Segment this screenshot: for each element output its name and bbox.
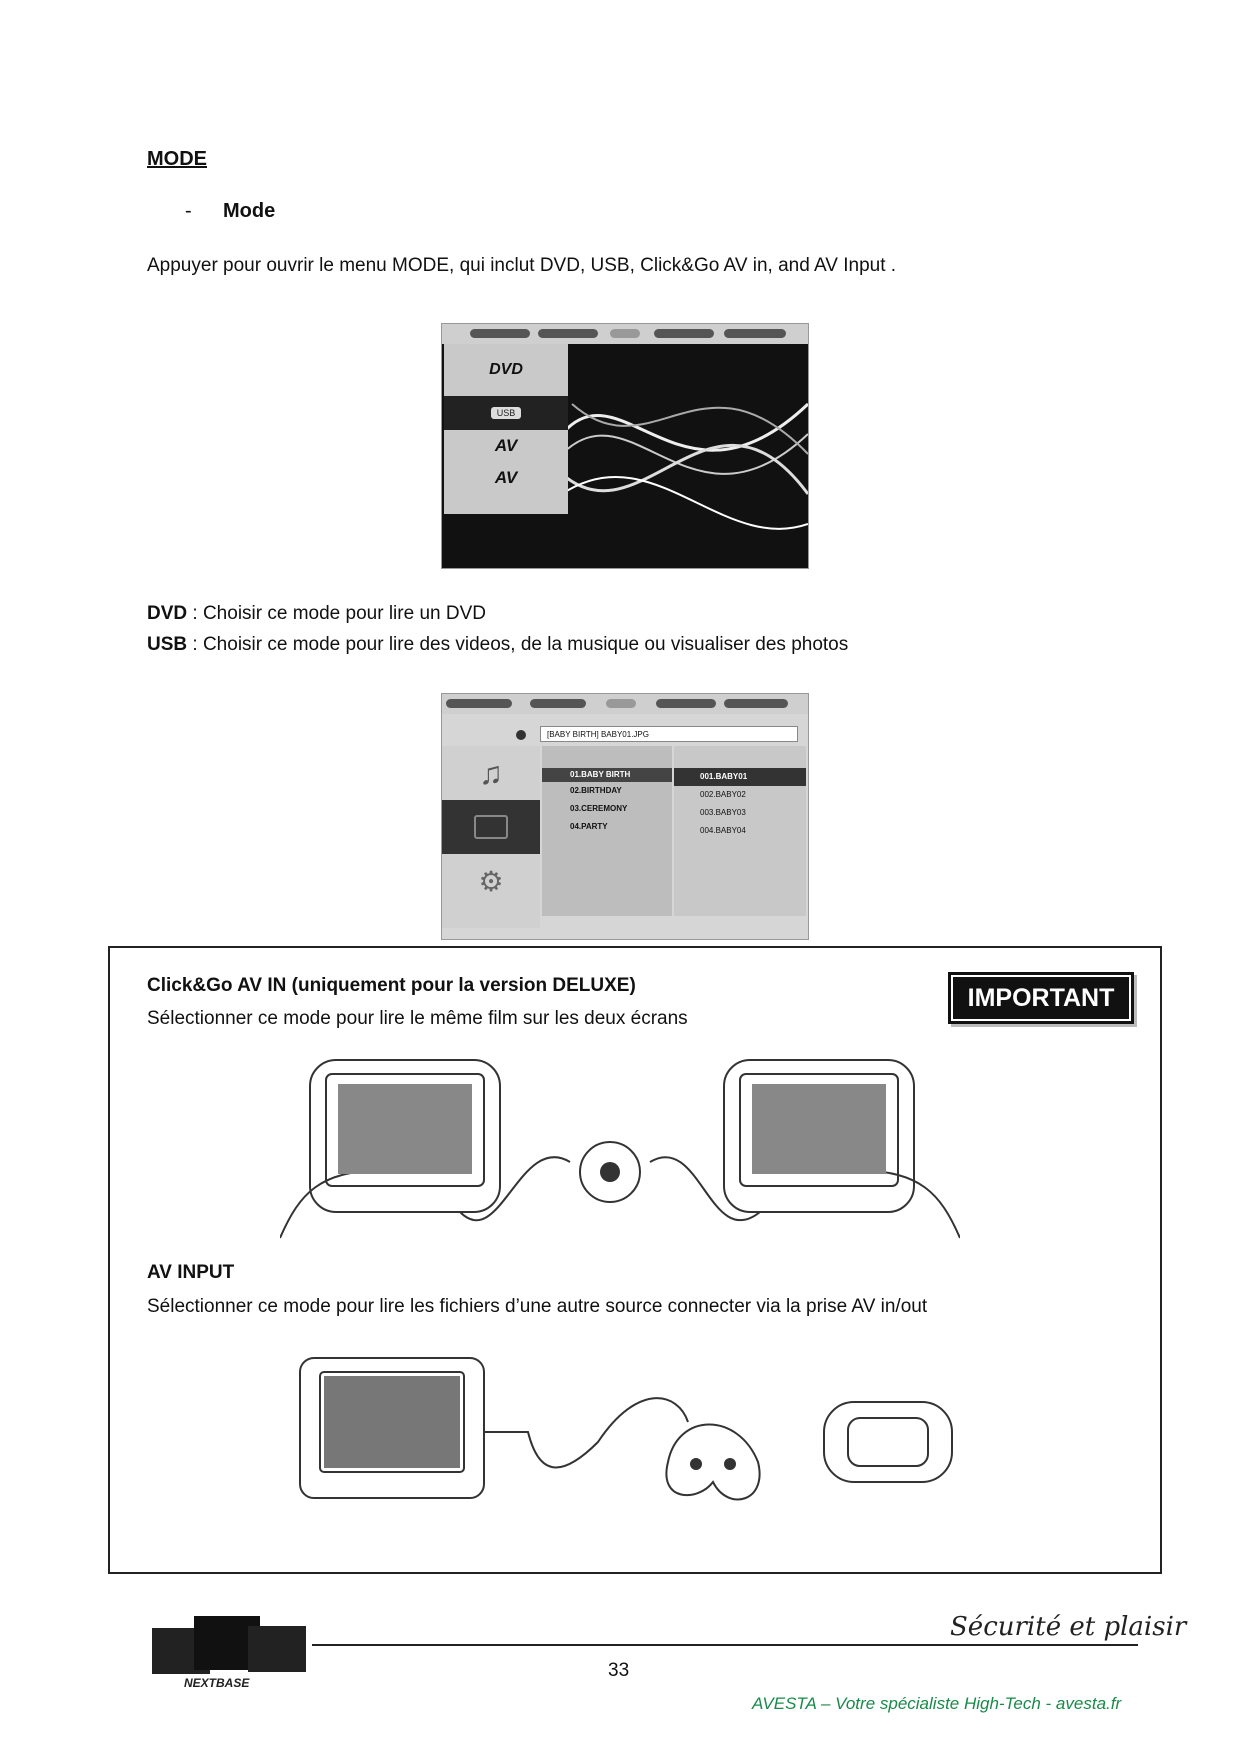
list-item[interactable]: 03.CEREMONY — [570, 804, 628, 813]
usb-description: USB : Choisir ce mode pour lire des videos, de la musique ou visualiser des photos — [147, 634, 849, 655]
list-item[interactable]: 004.BABY04 — [700, 826, 746, 835]
nextbase-wordmark: NEXTBASE — [184, 1676, 250, 1690]
menu-item-dvd[interactable] — [444, 344, 568, 396]
music-icon[interactable]: ♫ — [479, 754, 503, 791]
list-item[interactable]: 003.BABY03 — [700, 808, 746, 817]
menu-item-av-input[interactable] — [444, 462, 568, 494]
usb-browser-screenshot — [441, 693, 809, 940]
list-item[interactable]: 01.BABY BIRTH — [542, 768, 672, 782]
dvd-logo: DVD — [489, 361, 523, 378]
page-number: 33 — [608, 1660, 630, 1681]
photo-icon[interactable] — [442, 800, 540, 854]
screenshot-top-bar — [442, 694, 808, 714]
intro-text: Appuyer pour ouvrir le menu MODE, qui inclut DVD, USB, Click&Go AV in, and AV Input . — [147, 255, 897, 276]
tagline: Sécurité et plaisir — [950, 1612, 1187, 1642]
clickgo-heading: Click&Go AV IN (uniquement pour la version DELUXE) — [147, 975, 636, 996]
avesta-footer[interactable]: AVESTA – Votre spécialiste High-Tech - avesta.fr — [752, 1694, 1122, 1713]
av-logo: AV — [494, 436, 518, 455]
menu-item-av-clickgo[interactable] — [444, 430, 568, 462]
file-list — [674, 746, 806, 916]
dvd-description: DVD : Choisir ce mode pour lire un DVD — [147, 603, 486, 624]
bullet-label: Mode — [223, 200, 276, 222]
footer-divider — [312, 1644, 1138, 1646]
important-badge: IMPORTANT — [948, 972, 1134, 1024]
mode-menu-screenshot — [441, 323, 809, 569]
clickgo-text: Sélectionner ce mode pour lire le même film sur les deux écrans — [147, 1008, 688, 1029]
abstract-wave-background — [562, 344, 808, 568]
folder-list — [542, 746, 672, 916]
list-item[interactable]: 04.PARTY — [570, 822, 608, 831]
disc-icon — [516, 730, 526, 740]
av-input-logo: AV — [494, 468, 518, 487]
bullet-dash: - — [185, 200, 192, 222]
video-icon[interactable]: ⚙ — [478, 865, 504, 897]
list-item[interactable]: 001.BABY01 — [674, 768, 806, 786]
avinput-heading: AV INPUT — [147, 1262, 235, 1283]
mode-menu-panel — [444, 344, 568, 514]
nextbase-logo — [150, 1610, 310, 1690]
list-item[interactable]: 02.BIRTHDAY — [570, 786, 622, 795]
menu-item-usb[interactable] — [444, 396, 568, 430]
usb-icon: USB — [491, 407, 522, 419]
path-bar: [BABY BIRTH] BABY01.JPG — [540, 726, 798, 742]
avinput-text: Sélectionner ce mode pour lire les fichiers d’une autre source connecter via la prise AV in/out — [147, 1296, 928, 1317]
clickgo-headrest-illustration — [280, 1052, 960, 1242]
avinput-devices-illustration — [298, 1352, 958, 1512]
list-item[interactable]: 002.BABY02 — [700, 790, 746, 799]
screenshot-top-bar — [442, 324, 808, 344]
section-heading: MODE — [147, 148, 207, 170]
category-sidebar — [442, 746, 540, 928]
